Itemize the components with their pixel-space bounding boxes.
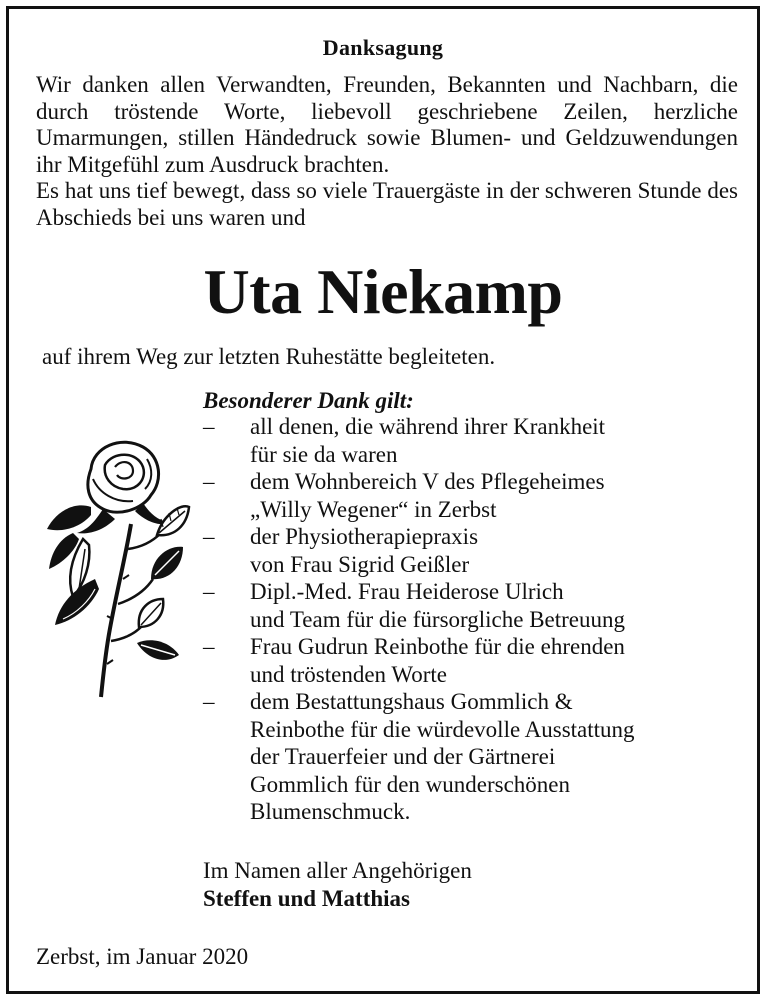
list-item: [203, 413, 723, 468]
list-line: all denen, die während ihrer Krankheit: [250, 414, 606, 439]
list-item: [203, 468, 723, 523]
list-item: [203, 523, 723, 578]
signature-intro: Im Namen aller Angehörigen: [203, 858, 472, 883]
intro-paragraph-1: Wir danken allen Verwandten, Freunden, Bekannten und Nachbarn, die durch tröstende Worte, liebevoll geschriebene Zeilen, herzliche Umarmungen, stillen Händedruck sowie Blumen- und Geldzuwendungen ihr Mitgefühl zum Ausdruck brachten.: [36, 72, 738, 177]
list-dash: –: [203, 579, 215, 604]
list-line: von Frau Sigrid Geißler: [250, 551, 470, 577]
intro-text: [36, 72, 738, 231]
list-line: der Physiotherapiepraxis: [250, 524, 479, 549]
rose-illustration-icon: [33, 429, 193, 699]
special-thanks-list: [203, 413, 723, 826]
list-dash: –: [203, 414, 215, 439]
deceased-name: Uta Niekamp: [203, 256, 563, 327]
list-line: für sie da waren: [250, 441, 398, 467]
list-line: Gommlich für den wunderschönen: [250, 771, 571, 797]
list-dash: –: [203, 634, 215, 659]
after-name-text: auf ihrem Weg zur letzten Ruhestätte begleiteten.: [42, 344, 496, 369]
intro-paragraph-2: Es hat uns tief bewegt, dass so viele Trauergäste in der schweren Stunde des Abschieds bei uns waren und: [36, 178, 738, 230]
list-line: dem Bestattungshaus Gommlich &: [250, 689, 573, 714]
list-item: [203, 688, 723, 826]
list-line: und tröstenden Worte: [250, 661, 448, 687]
list-item: [203, 633, 723, 688]
special-thanks-heading: Besonderer Dank gilt:: [203, 388, 414, 413]
place-date: Zerbst, im Januar 2020: [36, 944, 249, 969]
list-line: dem Wohnbereich V des Pflegeheimes: [250, 469, 605, 494]
list-line: Blumenschmuck.: [250, 799, 411, 824]
list-dash: –: [203, 689, 215, 714]
list-item: [203, 578, 723, 633]
list-line: „Willy Wegener“ in Zerbst: [250, 496, 497, 522]
list-dash: –: [203, 524, 215, 549]
notice-heading: Danksagung: [322, 35, 444, 60]
list-line: Dipl.-Med. Frau Heiderose Ulrich: [250, 579, 564, 604]
list-dash: –: [203, 469, 215, 494]
list-line: Frau Gudrun Reinbothe für die ehrenden: [250, 634, 625, 659]
list-line: und Team für die fürsorgliche Betreuung: [250, 606, 626, 632]
obituary-notice: [6, 6, 760, 994]
list-line: Reinbothe für die würdevolle Ausstattung: [250, 716, 635, 742]
list-line: der Trauerfeier und der Gärtnerei: [250, 744, 556, 769]
signature-names: Steffen und Matthias: [203, 886, 411, 911]
